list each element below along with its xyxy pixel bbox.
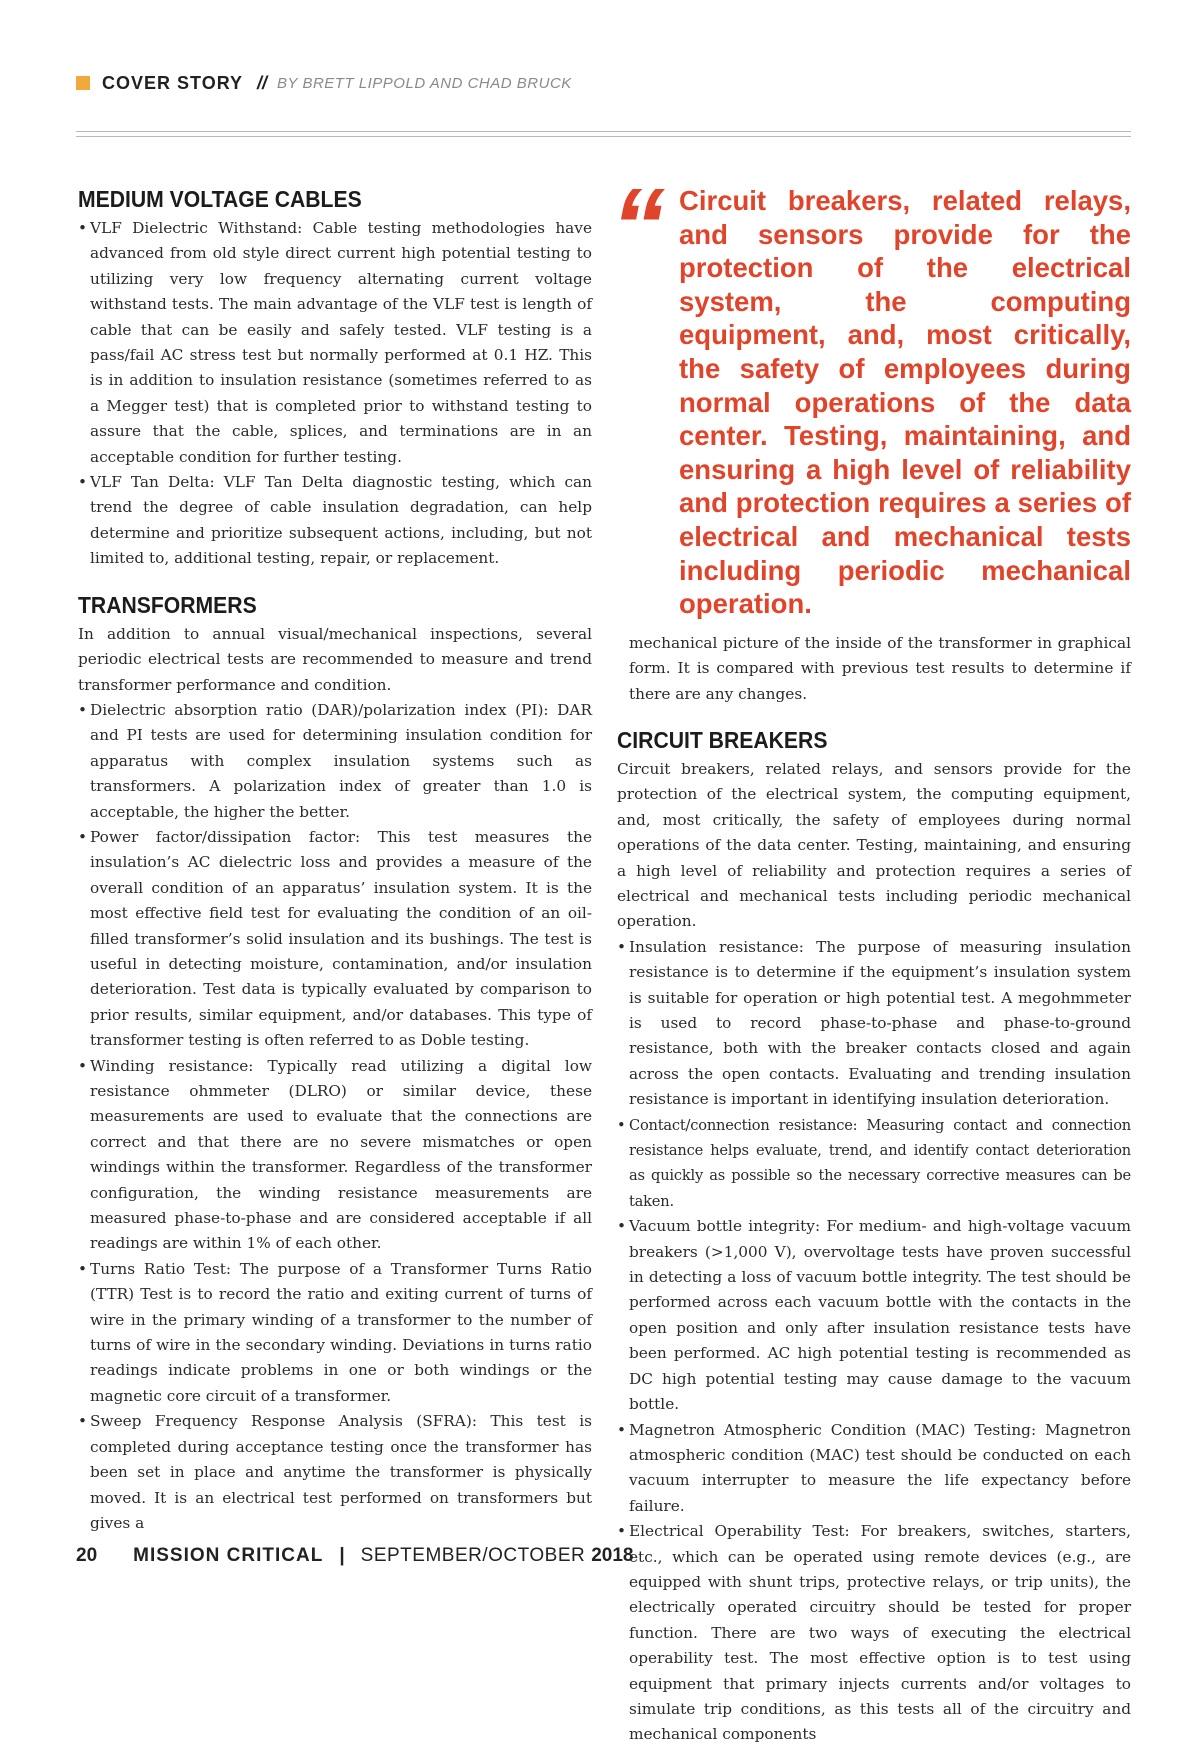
list-item: • VLF Tan Delta: VLF Tan Delta diagnostic testing, which can trend the degree of cable insulation degradation, can help determine and prioritize subsequent actions, including, but not limited to, additional testing, repair, or replacement. xyxy=(78,470,592,572)
quote-mark-icon: “ xyxy=(611,165,651,286)
list-item: • Insulation resistance: The purpose of measuring insulation resistance is to determine if the equipment’s insulation system is suitable for operation or high potential test. A megohmmeter is used to record phase-to-phase and phase-to-ground resistance, both with the breaker contacts closed and again across the open contacts. Evaluating and trending insulation resistance is important in identifying insulation deterioration. xyxy=(617,935,1131,1113)
sfra-continuation: mechanical picture of the inside of the transformer in graphical form. It is compared with previous test results to determine if there are any changes. xyxy=(629,633,1131,703)
list-item: • Turns Ratio Test: The purpose of a Transformer Turns Ratio (TTR) Test is to record the ratio and exiting current of turns of wire in the primary winding of a transformer to the number of turns of wire in the secondary winding. Deviations in turns ratio readings indicate problems in one or both windings or the magnetic core circuit of a transformer. xyxy=(78,1257,592,1409)
page-footer xyxy=(76,1544,634,1568)
section-heading-breakers: CIRCUIT BREAKERS xyxy=(617,726,828,753)
pull-quote-text: Circuit breakers, related relays, and sensors provide for the protection of the electrical system, the computing equipment, and, most critically, the safety of employees during normal operations of the data center. Testing, maintaining, and ensuring a high level of reliability and protection requires a series of electrical and mechanical tests including periodic mechanical operation. xyxy=(679,185,1131,620)
left-column xyxy=(78,184,592,1536)
list-item: • VLF Dielectric Withstand: Cable testing methodologies have advanced from old style direct current high potential testing to utilizing very low frequency alternating current voltage withstand tests. The main advantage of the VLF test is length of cable that can be easily and safely tested. VLF testing is a pass/fail AC stress test but normally performed at 0.1 HZ. This is in addition to insulation resistance (sometimes referred to as a Megger test) that is completed prior to withstand testing to assure that the cable, splices, and terminations are in an acceptable condition for further testing. xyxy=(78,216,592,470)
header-separator: // xyxy=(257,72,268,93)
footer-separator: | xyxy=(339,1545,345,1566)
list-item: • Power factor/dissipation factor: This test measures the insulation’s AC dielectric loss and provides a measure of the overall condition of an apparatus’ insulation system. It is the most effective field test for evaluating the condition of an oil-filled transformer’s solid insulation and its bushings. The test is useful in detecting moisture, contamination, and/or insulation deterioration. Test data is typically evaluated by comparison to prior results, similar equipment, and/or databases. This type of transformer testing is often referred to as Doble testing. xyxy=(78,825,592,1054)
byline: BY BRETT LIPPOLD AND CHAD BRUCK xyxy=(277,74,572,92)
issue-year: 2018 xyxy=(591,1545,634,1566)
section-label: COVER STORY xyxy=(102,72,244,93)
list-item: • Dielectric absorption ratio (DAR)/polarization index (PI): DAR and PI tests are used for determining insulation condition for apparatus with complex insulation systems such as transformers. A polarization index of greater than 1.0 is acceptable, the higher the better. xyxy=(78,698,592,825)
list-item: • Magnetron Atmospheric Condition (MAC) Testing: Magnetron atmospheric condition (MAC) test should be conducted on each vacuum interrupter to measure the life expectancy before failure. xyxy=(617,1418,1131,1520)
header-rule-bottom xyxy=(76,136,1131,137)
section-heading-transformers: TRANSFORMERS xyxy=(78,591,257,618)
cables-bullet-list xyxy=(78,216,592,572)
list-item: • Electrical Operability Test: For breakers, switches, starters, etc., which can be operated using remote devices (e.g., are equipped with shunt trips, protective relays, or trip units), the electrically operated circuitry should be tested for proper function. There are two ways of executing the electrical operability test. The most effective option is to test using equipment that primary injects currents and/or voltages to simulate trip conditions, as this tests all of the circuitry and mechanical components xyxy=(617,1519,1131,1748)
list-item: • Sweep Frequency Response Analysis (SFRA): This test is completed during acceptance testing once the transformer has been set in place and anytime the transformer is physically moved. It is an electrical test performed on transformers but gives a xyxy=(78,1409,592,1536)
page-number: 20 xyxy=(76,1545,98,1566)
breakers-bullet-list xyxy=(617,935,1131,1748)
list-item: • Winding resistance: Typically read utilizing a digital low resistance ohmmeter (DLRO) or similar device, these measurements are used to evaluate that the connections are correct and that there are no severe mismatches or open windings within the transformer. Regardless of the transformer configuration, the winding resistance measurements are measured phase-to-phase and are considered acceptable if all readings are within 1% of each other. xyxy=(78,1054,592,1257)
breakers-intro: Circuit breakers, related relays, and sensors provide for the protection of the electrical system, the computing equipment, and, most critically, the safety of employees during normal operations of the data center. Testing, maintaining, and ensuring a high level of reliability and protection requires a series of electrical and mechanical tests including periodic mechanical operation. xyxy=(617,759,1131,931)
transformers-intro: In addition to annual visual/mechanical inspections, several periodic electrical tests are recommended to measure and trend transformer performance and condition. xyxy=(78,624,592,694)
list-item: • Contact/connection resistance: Measuring contact and connection resistance helps evaluate, trend, and identify contact deterioration as quickly as possible so the necessary corrective measures can be taken. xyxy=(617,1113,1131,1215)
pull-quote xyxy=(611,165,1131,621)
list-item: • Vacuum bottle integrity: For medium- and high-voltage vacuum breakers (>1,000 V), overvoltage tests have proven successful in detecting a loss of vacuum bottle integrity. The test should be performed across each vacuum bottle with the contacts in the open position and only after insulation resistance tests have been performed. AC high potential testing is recommended as DC high potential testing may cause damage to the vacuum bottle. xyxy=(617,1214,1131,1417)
transformers-bullet-list xyxy=(78,698,592,1536)
section-marker-icon xyxy=(76,76,90,90)
page-header xyxy=(76,70,572,96)
magazine-name: MISSION CRITICAL xyxy=(133,1545,324,1566)
header-rule-top xyxy=(76,131,1131,132)
issue-date: SEPTEMBER/OCTOBER xyxy=(360,1545,586,1566)
section-heading-cables: MEDIUM VOLTAGE CABLES xyxy=(78,186,362,212)
